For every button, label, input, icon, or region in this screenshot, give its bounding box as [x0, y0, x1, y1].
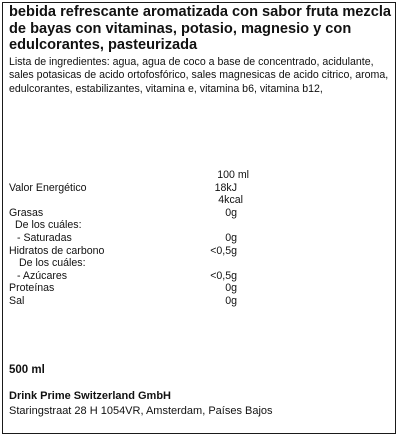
nutrition-value: 0g: [225, 294, 237, 307]
nutrition-label: Sal: [9, 294, 25, 307]
company-address: Staringstraat 28 H 1054VR, Amsterdam, Países Bajos: [9, 405, 273, 417]
nutrition-label: De los cuáles:: [15, 219, 82, 232]
nutrition-value: <0,5g: [210, 244, 237, 257]
nutrition-value: <0,5g: [210, 269, 237, 282]
nutrition-label: - Saturadas: [17, 231, 72, 244]
nutrition-label: - Azúcares: [17, 269, 68, 282]
nutrition-table: [9, 169, 249, 308]
nutrition-row-fat: [9, 207, 249, 220]
nutrition-row-sugars: [9, 270, 249, 283]
nutrition-row-protein: [9, 282, 249, 295]
company-name: Drink Prime Switzerland GmbH: [9, 390, 171, 402]
nutrition-label: Hidratos de carbono: [9, 244, 105, 257]
nutrition-row-energy-kcal: [9, 194, 249, 207]
ingredients-list: Lista de ingredientes: agua, agua de coco a base de concentrado, acidulante, sales potasicas de acido ortofosfórico, sales magnesicas de acido citrico, aroma, edulcorantes, estabilizantes, vitamina e, vitamina b6, vitamina b12,: [9, 56, 389, 95]
nutrition-label: Grasas: [9, 206, 44, 219]
nutrition-header-row: [9, 169, 249, 182]
nutrition-row-of-which: [9, 219, 249, 232]
per-100ml-label: 100 ml: [217, 169, 249, 181]
nutrition-value: 0g: [225, 206, 237, 219]
net-quantity: 500 ml: [9, 364, 45, 376]
nutrition-label: Proteínas: [9, 282, 55, 295]
nutrition-value: 18kJ: [214, 181, 237, 194]
nutrition-row-salt: [9, 295, 249, 308]
nutrition-value: 0g: [225, 282, 237, 295]
nutrition-value: 0g: [225, 231, 237, 244]
nutrition-row-carbohydrates: [9, 245, 249, 258]
nutrition-row-saturated: [9, 232, 249, 245]
nutrition-row-of-which: [9, 257, 249, 270]
nutrition-label: Valor Energético: [9, 181, 87, 194]
product-title: bebida refrescante aromatizada con sabor fruta mezcla de bayas con vitaminas, potasio, magnesio y con edulcorantes, pasteurizada: [9, 4, 392, 53]
nutrition-label: De los cuáles:: [19, 257, 86, 270]
nutrition-value: 4kcal: [218, 194, 243, 207]
nutrition-row-energy-kj: [9, 182, 249, 195]
